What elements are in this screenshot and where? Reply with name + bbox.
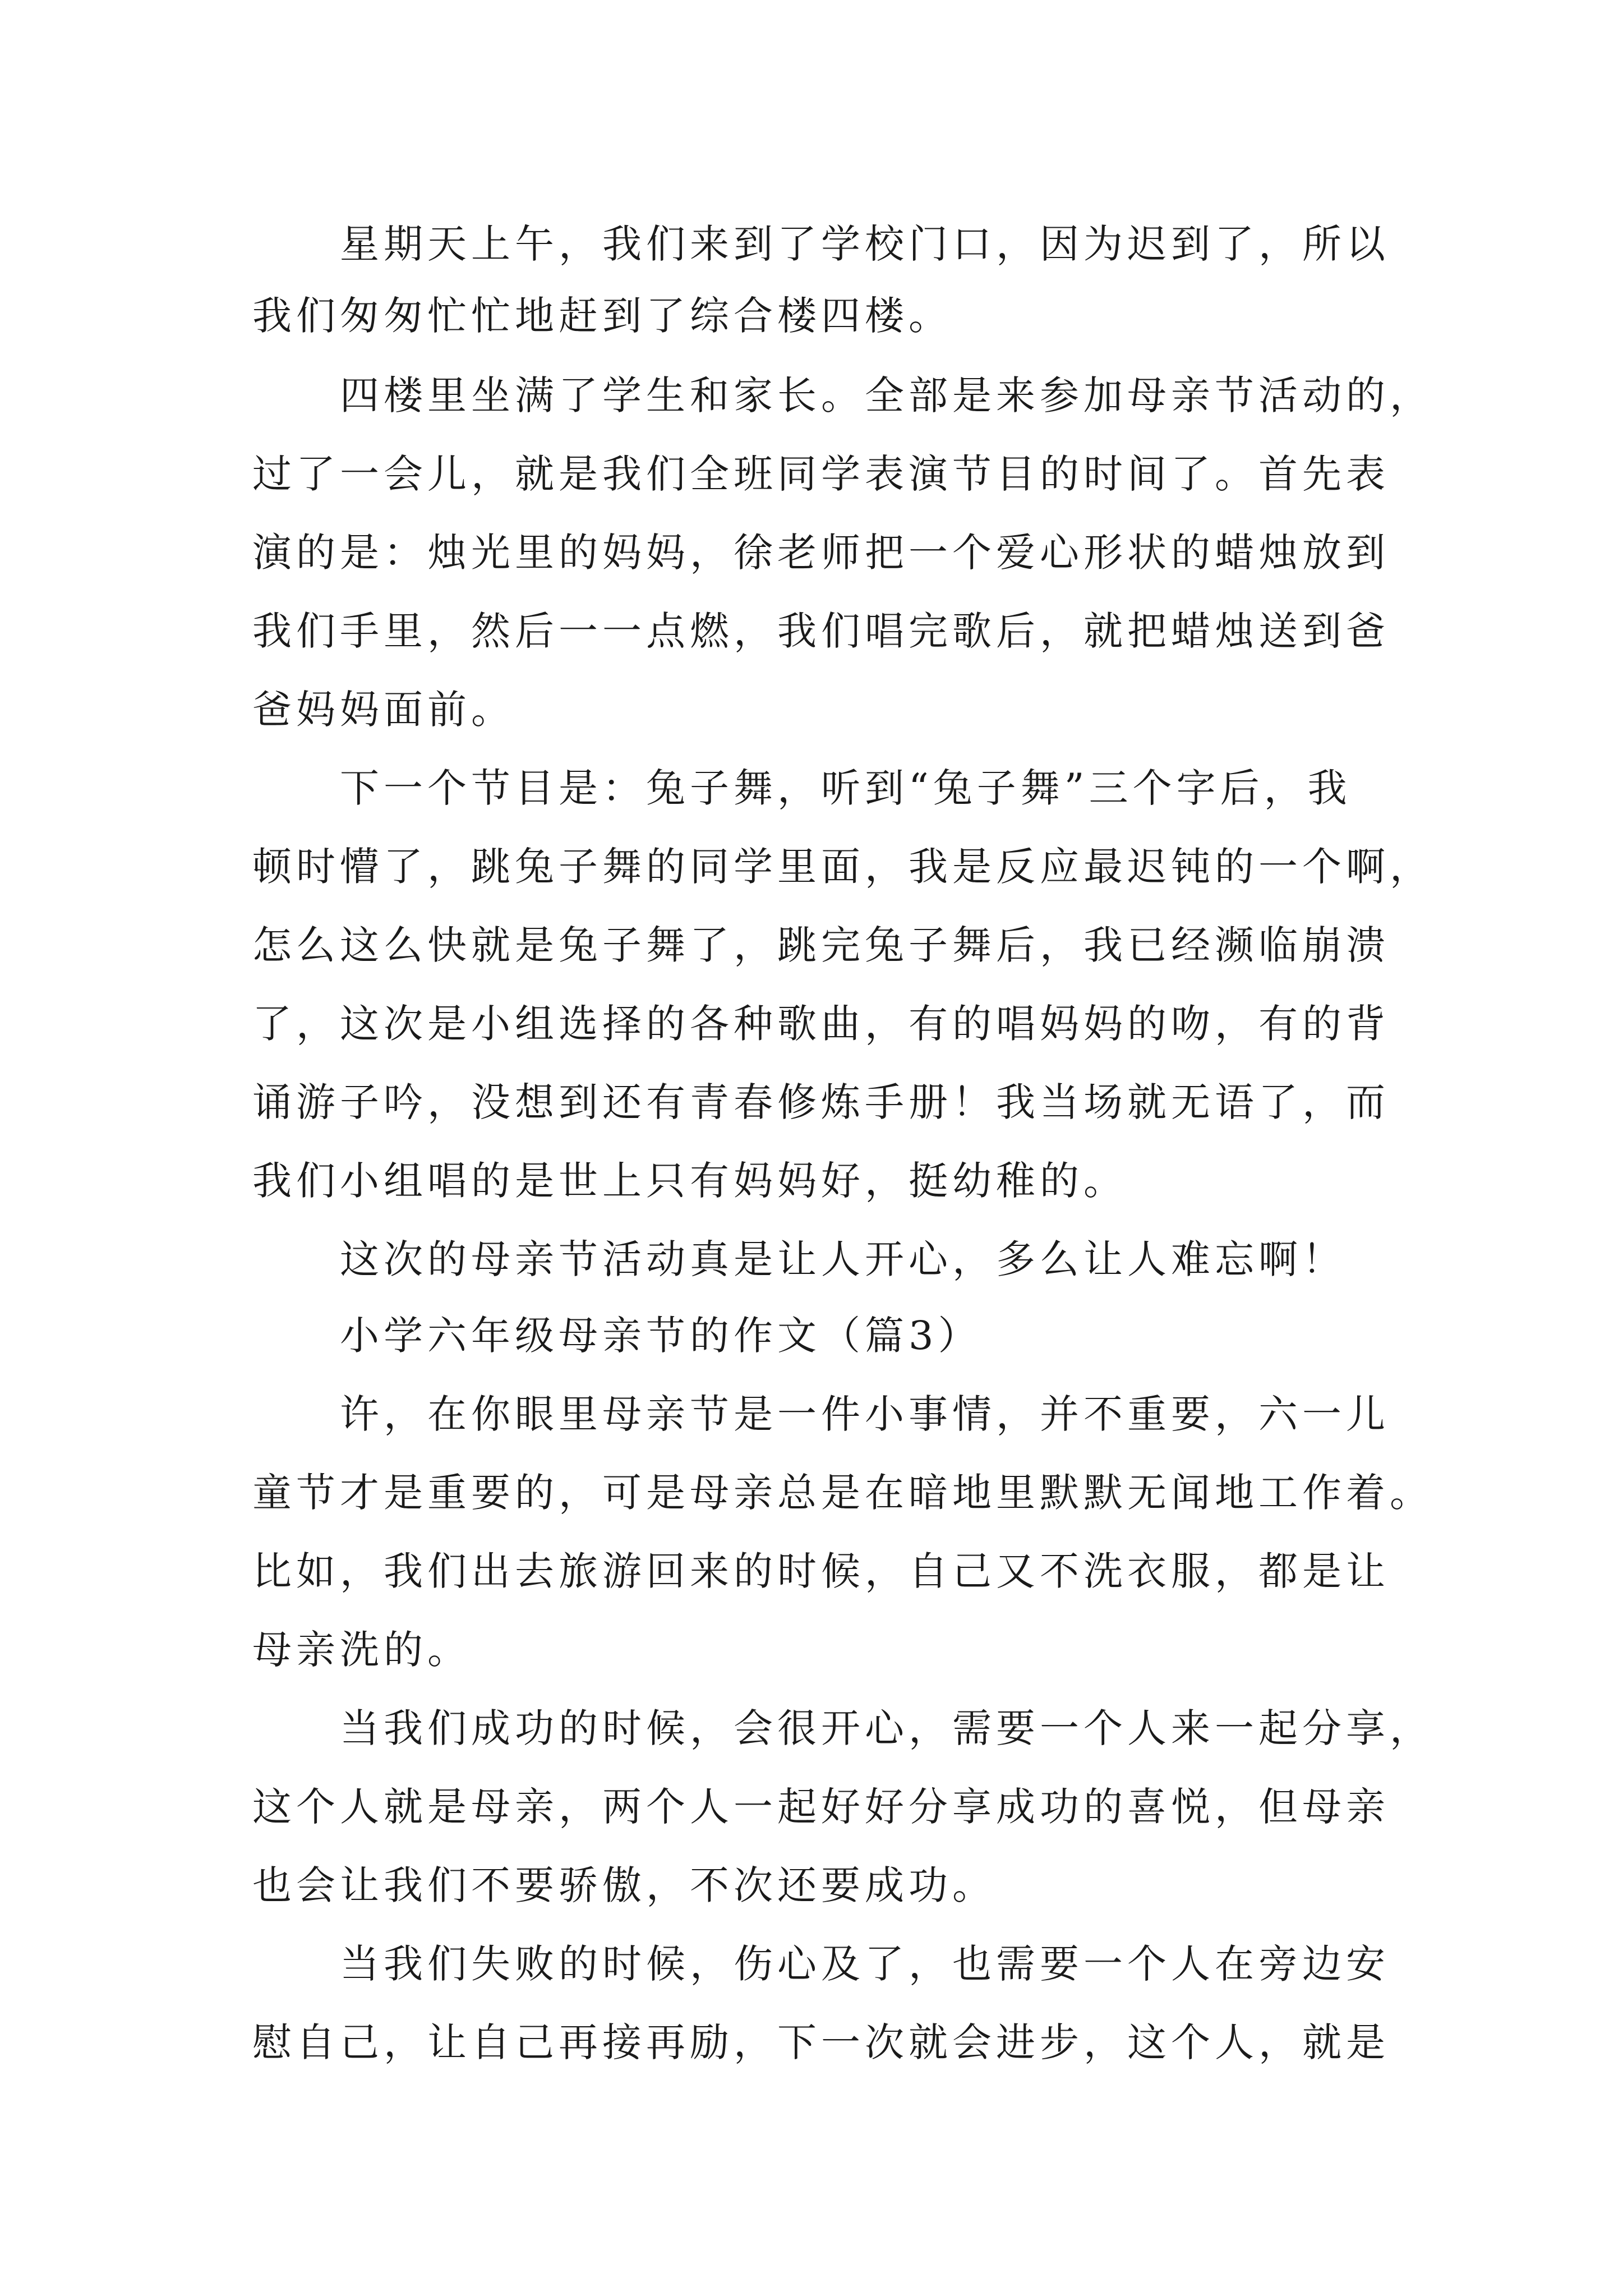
text-line: 怎么这么快就是兔子舞了，跳完兔子舞后，我已经濒临崩溃 <box>252 922 1390 968</box>
text-line: 我们小组唱的是世上只有妈妈好，挺幼稚的。 <box>252 1158 1127 1204</box>
text-line: 比如，我们出去旅游回来的时候，自己又不洗衣服，都是让 <box>252 1548 1390 1594</box>
text-line: 我们手里，然后一一点燃，我们唱完歌后，就把蜡烛送到爸 <box>252 608 1390 654</box>
text-line: 母亲洗的。 <box>252 1627 471 1673</box>
text-line: 这个人就是母亲，两个人一起好好分享成功的喜悦，但母亲 <box>252 1784 1390 1830</box>
text-line: 过了一会儿，就是我们全班同学表演节目的时间了。首先表 <box>252 451 1390 497</box>
section-heading: 小学六年级母亲节的作文（篇3） <box>340 1313 982 1359</box>
text-line: 诵游子吟，没想到还有青春修炼手册！我当场就无语了，而 <box>252 1079 1390 1125</box>
text-line: 许，在你眼里母亲节是一件小事情，并不重要，六一儿 <box>340 1391 1390 1437</box>
text-line: 也会让我们不要骄傲，不次还要成功。 <box>252 1862 996 1908</box>
text-line: 当我们失败的时候，伤心及了，也需要一个人在旁边安 <box>340 1941 1390 1987</box>
text-line: 演的是：烛光里的妈妈，徐老师把一个爱心形状的蜡烛放到 <box>252 530 1390 576</box>
text-line: 了，这次是小组选择的各种歌曲，有的唱妈妈的吻，有的背 <box>252 1001 1390 1047</box>
text-line: 我们匆匆忙忙地赶到了综合楼四楼。 <box>252 293 952 339</box>
text-line: 这次的母亲节活动真是让人开心，多么让人难忘啊！ <box>340 1236 1346 1282</box>
text-line: 顿时懵了，跳兔子舞的同学里面，我是反应最迟钝的一个啊， <box>252 844 1433 890</box>
text-line: 下一个节目是：兔子舞，听到“兔子舞”三个字后，我 <box>340 765 1352 811</box>
text-line: 慰自己，让自己再接再励，下一次就会进步，这个人，就是 <box>252 2019 1390 2065</box>
text-line: 爸妈妈面前。 <box>252 687 515 733</box>
text-line: 童节才是重要的，可是母亲总是在暗地里默默无闻地工作着。 <box>252 1470 1433 1516</box>
text-line: 四楼里坐满了学生和家长。全部是来参加母亲节活动的， <box>340 372 1433 418</box>
text-line: 当我们成功的时候，会很开心，需要一个人来一起分享， <box>340 1705 1433 1751</box>
text-line: 星期天上午，我们来到了学校门口，因为迟到了，所以 <box>340 221 1390 267</box>
